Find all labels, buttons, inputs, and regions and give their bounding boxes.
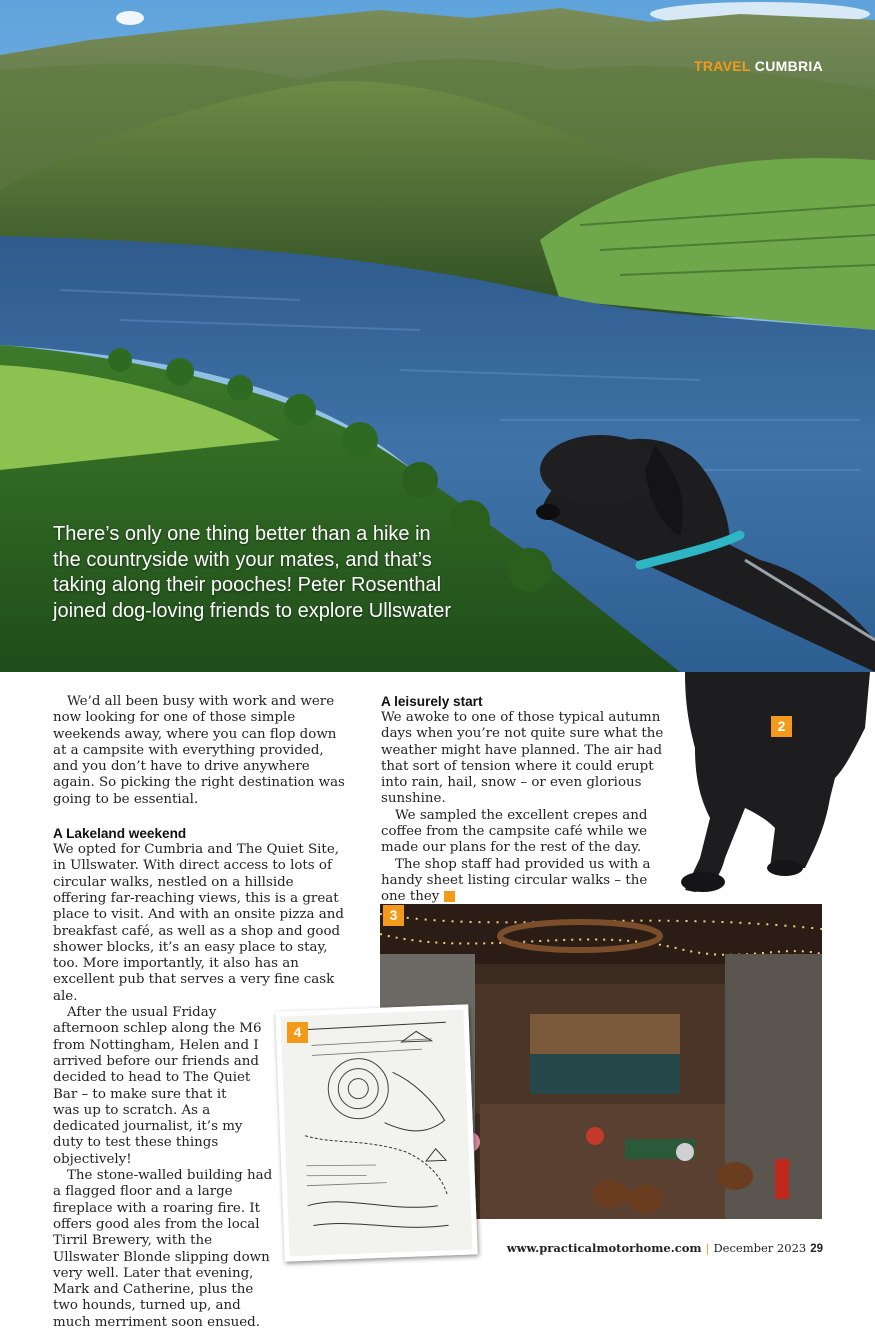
page-footer — [507, 1241, 823, 1255]
photo-number-4: 4 — [287, 1022, 308, 1043]
paragraph: was up to scratch. As a dedicated journalist, it’s my duty to test these things objectively! — [53, 1102, 243, 1167]
arrow-right-icon: ▶ — [444, 891, 455, 902]
paragraph: The stone-walled building had a flagged floor and a large fireplace with a roaring fire. It offers good ales from the local Tirril Brewery, with the Ullswater Blonde slipping down very well. Later that evening, Mark and Catherine, plus the two hounds, turned up, and much merriment soon ensued. — [53, 1168, 273, 1330]
standfirst: There’s only one thing better than a hike in the countryside with your mates, and that’s taking along their pooches! Peter Rosenthal joined dog-loving friends to explore Ullswater — [53, 523, 451, 622]
photo-number-2: 2 — [771, 716, 792, 737]
paragraph: We opted for Cumbria and The Quiet Site, in Ullswater. With direct access to lots of circular walks, nestled on a hillside offering far-reaching views, this is a great place to visit. And with an onsite pizza and breakfast café, as well as a shop and good shower blocks, it’s an easy place to stay, too. More importantly, it also has an excellent pub that serves a very fine cask ale. — [53, 842, 344, 1004]
dog-lower-image — [655, 668, 875, 898]
paragraph — [381, 857, 673, 906]
footer-url[interactable]: www.practicalmotorhome.com — [506, 1241, 702, 1255]
section-tag — [694, 58, 823, 74]
page-number: 29 — [810, 1243, 823, 1255]
subheading: A Lakeland weekend — [53, 826, 187, 842]
subheading: A leisurely start — [381, 694, 483, 709]
section-place: CUMBRIA — [754, 58, 823, 74]
photo-number-3: 3 — [383, 905, 404, 926]
paragraph: We sampled the excellent crepes and coffee from the campsite café while we made our plans for the rest of the day. — [381, 807, 648, 856]
footer-date: December 2023 — [713, 1241, 807, 1255]
paragraph-text: The shop staff had provided us with a handy sheet listing circular walks – the one they — [381, 856, 651, 905]
paragraph: After the usual Friday afternoon schlep along the M6 from Nottingham, Helen and I arrived before our friends and decided to head to The Quiet Bar – to make sure that it — [53, 1005, 262, 1102]
paragraph: We’d all been busy with work and were now looking for one of those simple weekends away, where you can flop down at a campsite with everything provided, and you don’t have to drive anywhere again. So picking the right destination was going to be essential. — [53, 694, 345, 807]
footer-separator: | — [705, 1241, 710, 1255]
article-column-2 — [381, 694, 673, 906]
section-label: TRAVEL — [694, 58, 751, 74]
paragraph: We awoke to one of those typical autumn days when you’re not quite sure what the weather might have planned. The air had that sort of tension where it could erupt into rain, hail, snow – or even glorious sunshine. — [381, 710, 664, 807]
